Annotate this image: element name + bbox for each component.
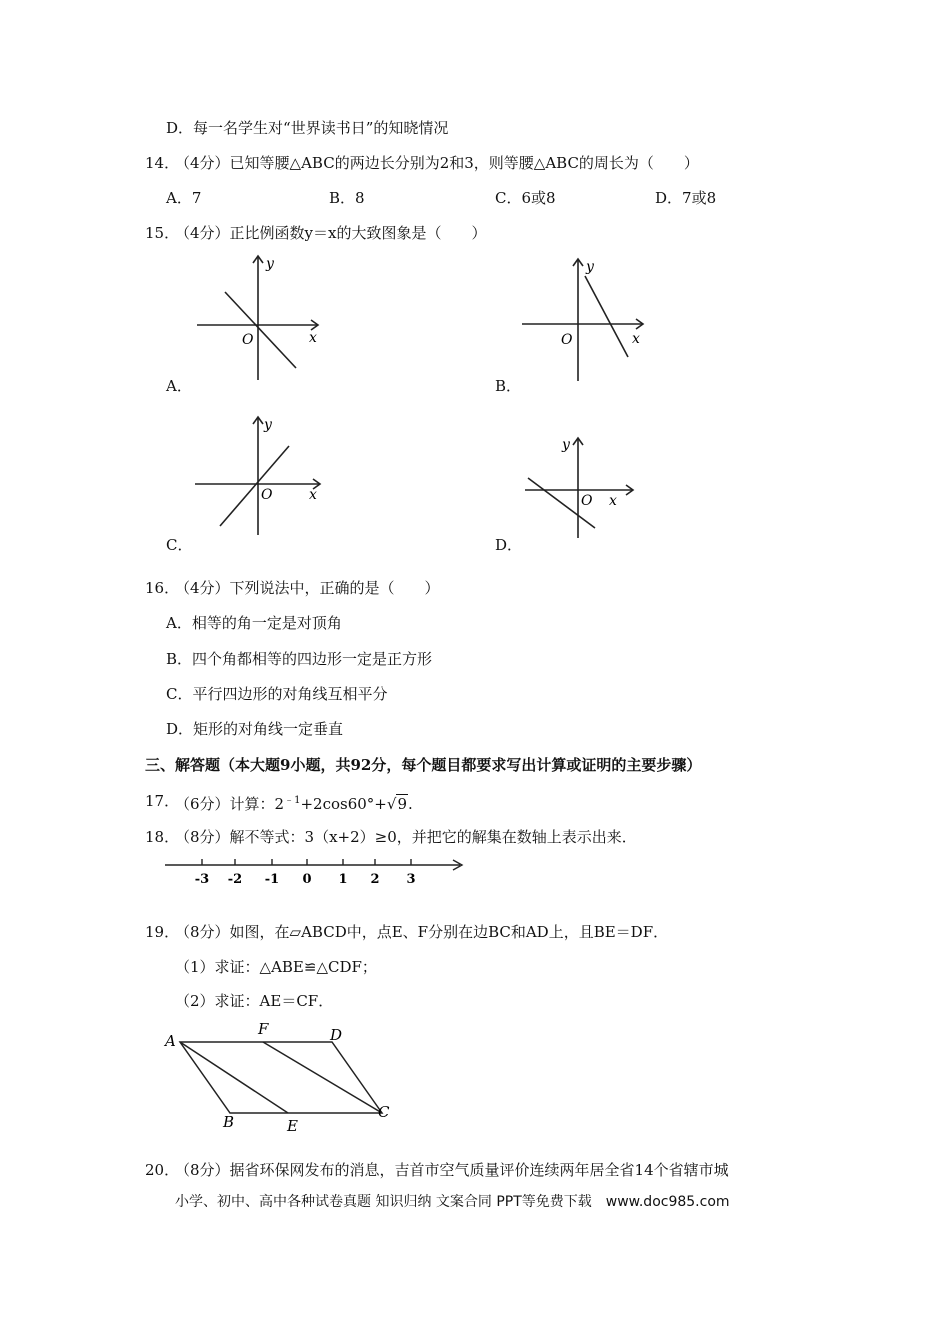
graph-c-y-label: y	[264, 417, 272, 433]
q17-expression	[175, 791, 413, 814]
graph-c-x-label: x	[309, 487, 317, 503]
q18-number: 18．	[145, 828, 180, 846]
q14-option-a: A．7	[166, 189, 202, 207]
footer-download-notice: 小学、初中、高中各种试卷真题 知识归纳 文案合同 PPT等免费下载 www.doc985.com	[175, 1194, 730, 1210]
number-line-tick-label: -2	[227, 872, 243, 887]
point-e-label: E	[287, 1117, 298, 1135]
q15-graph-b	[515, 255, 655, 385]
q16-option-a: A．相等的角一定是对顶角	[166, 614, 342, 632]
q14-option-c: C．6或8	[495, 189, 556, 207]
number-line-tick-label: -3	[194, 872, 210, 887]
point-d-label: D	[330, 1026, 343, 1044]
q14-option-d: D．7或8	[655, 189, 717, 207]
graph-a-y-label: y	[266, 256, 274, 272]
graph-a-x-label: x	[309, 330, 317, 346]
number-line-tick-label: 1	[338, 872, 348, 887]
graph-d-x-label: x	[609, 493, 617, 509]
q19-sub2: （2）求证：AE＝CF．	[175, 992, 334, 1010]
q17-radicand: 9	[397, 795, 407, 813]
q19-sub1: （1）求证：△ABE≌△CDF；	[175, 958, 377, 976]
graph-b-x-label: x	[632, 331, 640, 347]
graph-b-y-label: y	[586, 259, 594, 275]
q16-stem: （4分）下列说法中，正确的是（ ）	[175, 579, 440, 597]
graph-c-origin-label: O	[261, 487, 273, 503]
q15-graph-d	[520, 430, 650, 540]
point-c-label: C	[378, 1103, 390, 1121]
q15-option-d: D．	[495, 536, 523, 554]
q18-stem: （8分）解不等式：3（x+2）≥0，并把它的解集在数轴上表示出来．	[175, 828, 637, 846]
graph-a-origin-label: O	[242, 332, 254, 348]
number-line-tick-label: 0	[302, 872, 312, 887]
point-a-label: A	[165, 1032, 176, 1050]
q20-number: 20．	[145, 1161, 180, 1179]
q19-parallelogram-figure	[160, 1018, 400, 1138]
q17-number: 17．	[145, 792, 180, 810]
q17-suffix: .	[407, 795, 413, 813]
q17-prefix: （6分）计算：2	[175, 795, 285, 813]
q16-number: 16．	[145, 579, 180, 597]
q15-stem: （4分）正比例函数y＝x的大致图象是（ ）	[175, 224, 487, 242]
q15-number: 15．	[145, 224, 180, 242]
q19-stem: （8分）如图，在▱ABCD中，点E、F分别在边BC和AD上，且BE＝DF．	[175, 923, 669, 941]
q16-option-d: D．矩形的对角线一定垂直	[166, 720, 344, 738]
number-line-tick-label: -1	[264, 872, 280, 887]
q15-option-b: B．	[495, 377, 522, 395]
q17-middle: +2cos60°+	[300, 795, 387, 813]
q15-graph-c	[190, 410, 330, 540]
q18-number-line	[160, 852, 470, 888]
number-line-tick-label: 3	[406, 872, 416, 887]
q16-option-c: C．平行四边形的对角线互相平分	[166, 685, 388, 703]
q15-graph-a	[190, 250, 330, 385]
q16-option-b: B．四个角都相等的四边形一定是正方形	[166, 650, 433, 668]
q15-option-a: A．	[166, 377, 192, 395]
q17-exponent: ﹣1	[284, 795, 301, 806]
q14-stem: （4分）已知等腰△ABC的两边长分别为2和3，则等腰△ABC的周长为（ ）	[175, 154, 699, 172]
sqrt-symbol: √9	[386, 795, 407, 813]
q20-stem: （8分）据省环保网发布的消息，吉首市空气质量评价连续两年居全省14个省辖市城	[175, 1161, 729, 1179]
graph-b-origin-label: O	[561, 332, 573, 348]
q13-option-d: D．每一名学生对“世界读书日”的知晓情况	[166, 119, 449, 137]
q15-option-c: C．	[166, 536, 193, 554]
point-f-label: F	[258, 1020, 269, 1038]
graph-d-y-label: y	[562, 437, 570, 453]
q14-option-b: B．8	[329, 189, 365, 207]
number-line-tick-label: 2	[370, 872, 380, 887]
point-b-label: B	[223, 1113, 235, 1131]
section-3-heading: 三、解答题（本大题9小题，共92分，每个题目都要求写出计算或证明的主要步骤）	[145, 756, 702, 774]
q19-number: 19．	[145, 923, 180, 941]
graph-d-origin-label: O	[581, 493, 593, 509]
q14-number: 14．	[145, 154, 180, 172]
